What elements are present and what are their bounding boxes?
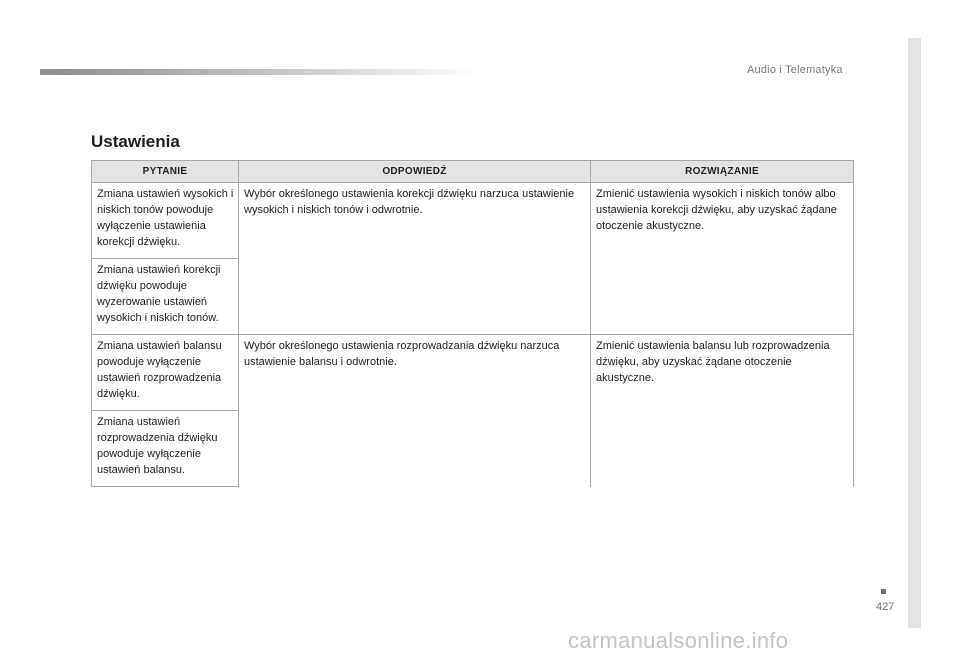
table-row <box>92 183 854 259</box>
header-solution: ROZWIĄZANIE <box>591 161 854 183</box>
solution-cell: Zmienić ustawienia balansu lub rozprowadzenia dźwięku, aby uzyskać żądane otoczenie akustyczne. <box>591 335 854 487</box>
header-answer: ODPOWIEDŹ <box>239 161 591 183</box>
answer-cell: Wybór określonego ustawienia rozprowadzania dźwięku narzuca ustawienie balansu i odwrotnie. <box>239 335 591 487</box>
page-title: Ustawienia <box>91 132 180 151</box>
table-header-row <box>92 161 854 183</box>
table-row <box>92 335 854 411</box>
question-cell: Zmiana ustawień rozprowadzenia dźwięku powoduje wyłączenie ustawień balansu. <box>92 411 239 487</box>
watermark-text: carmanualsonline.info <box>568 628 789 653</box>
section-label: Audio i Telematyka <box>747 64 843 76</box>
page-marker-square <box>881 589 886 594</box>
question-cell: Zmiana ustawień korekcji dźwięku powoduje wyzerowanie ustawień wysokich i niskich tonów. <box>92 259 239 335</box>
solution-cell: Zmienić ustawienia wysokich i niskich tonów albo ustawienia korekcji dźwięku, aby uzyskać żądane otoczenie akustyczne. <box>591 183 854 335</box>
answer-cell: Wybór określonego ustawienia korekcji dźwięku narzuca ustawienie wysokich i niskich tonów i odwrotnie. <box>239 183 591 335</box>
question-cell: Zmiana ustawień balansu powoduje wyłączenie ustawień rozprowadzenia dźwięku. <box>92 335 239 411</box>
page-number: 427 <box>876 601 895 613</box>
page-edge-strip <box>908 38 921 628</box>
faq-table <box>91 160 854 487</box>
header-question: PYTANIE <box>92 161 239 183</box>
header-gradient-bar <box>40 69 480 75</box>
question-cell: Zmiana ustawień wysokich i niskich tonów powoduje wyłączenie ustawienia korekcji dźwięku. <box>92 183 239 259</box>
